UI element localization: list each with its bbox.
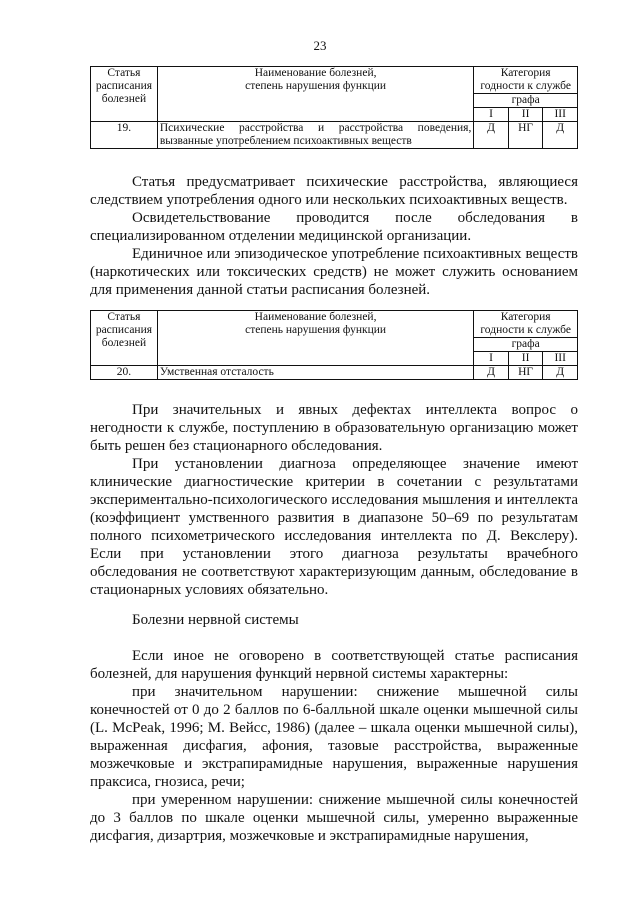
graph-col-3: III [543, 108, 578, 122]
nervous-paragraph-2: при значительном нарушении: снижение мышечной силы конечностей от 0 до 2 баллов по 6-балльной шкале оценки мышечной силы (L. McPeak, 1996; М. Вейсс, 1986) (далее – шкала оценки мышечной силы), выраженная дисфагия, афония, тазовые расстройства, выраженные мозжечковые и экстрапирамидные нарушения, выраженные нарушения праксиса, гнозиса, речи; [90, 684, 578, 790]
row-disease-name-line2: вызванные употреблением психоактивных веществ [159, 135, 412, 147]
header-category-cell [474, 67, 578, 94]
header-category-line1: Категория [500, 311, 551, 323]
header-category-line1: Категория [500, 67, 551, 79]
nervous-paragraph-1: Если иное не оговорено в соответствующей статье расписания болезней, для нарушения функций нервной системы характерны: [90, 648, 578, 682]
header-name-line2: степень нарушения функции [245, 80, 387, 92]
row-disease-name: Умственная отсталость [157, 366, 473, 380]
row-category-2: НГ [508, 366, 543, 380]
header-name-line1: Наименование болезней, [254, 67, 377, 79]
article19-paragraph-2: Освидетельствование проводится после обследования в специализированном отделении медицинской организации. [90, 210, 578, 244]
graph-col-3: III [543, 352, 578, 366]
article19-paragraph-3: Единичное или эпизодическое употребление психоактивных веществ (наркотических или токсических средств) не может служить основанием для применения данной статьи расписания болезней. [90, 246, 578, 298]
header-category-line2: годности к службе [480, 324, 571, 336]
header-name-line1: Наименование болезней, [254, 311, 377, 323]
article20-paragraph-1: При значительных и явных дефектах интеллекта вопрос о негодности к службе, поступлению в образовательную организацию может быть решен без стационарного обследования. [90, 402, 578, 454]
graph-col-1: I [474, 108, 508, 122]
graph-col-2: II [508, 352, 543, 366]
header-article-cell: Статья расписания болезней [91, 67, 158, 122]
schedule-table-article-20 [90, 310, 578, 380]
header-graph-cell: графа [474, 338, 578, 352]
header-name-cell [157, 67, 473, 122]
row-disease-name-line1: Психические расстройства и расстройства поведения, [159, 122, 472, 134]
page-number: 23 [313, 38, 327, 53]
row-article-number: 19. [91, 122, 158, 149]
header-article-cell: Статья расписания болезней [91, 311, 158, 366]
row-category-2: НГ [508, 122, 543, 149]
row-category-1: Д [474, 366, 508, 380]
row-article-number: 20. [91, 366, 158, 380]
row-disease-name [157, 122, 473, 149]
schedule-table-article-19 [90, 66, 578, 149]
graph-col-2: II [508, 108, 543, 122]
article20-paragraph-2: При установлении диагноза определяющее значение имеют клинические диагностические критерии в сочетании с результатами экспериментально-психологического исследования мышления и интеллекта (коэффициент умственного развития в диапазоне 50–69 по результатам полного психометрического исследования интеллекта по Д. Векслеру). Если при установлении этого диагноза результаты врачебного обследования не соответствуют характеризующим данным, обследование в стационарных условиях обязательно. [90, 456, 578, 598]
row-category-3: Д [543, 366, 578, 380]
row-category-1: Д [474, 122, 508, 149]
section-heading: Болезни нервной системы [132, 612, 299, 628]
graph-col-1: I [474, 352, 508, 366]
header-category-cell [474, 311, 578, 338]
header-category-line2: годности к службе [480, 80, 571, 92]
header-name-line2: степень нарушения функции [245, 324, 387, 336]
nervous-paragraph-3: при умеренном нарушении: снижение мышечной силы конечностей до 3 баллов по шкале оценки мышечной силы, умеренно выраженные дисфагия, дизартрия, мозжечковые и экстрапирамидные нарушения, [90, 792, 578, 844]
row-category-3: Д [543, 122, 578, 149]
article19-paragraph-1: Статья предусматривает психические расстройства, являющиеся следствием употребления одного или нескольких психоактивных веществ. [90, 174, 578, 208]
header-graph-cell: графа [474, 94, 578, 108]
header-name-cell [157, 311, 473, 366]
